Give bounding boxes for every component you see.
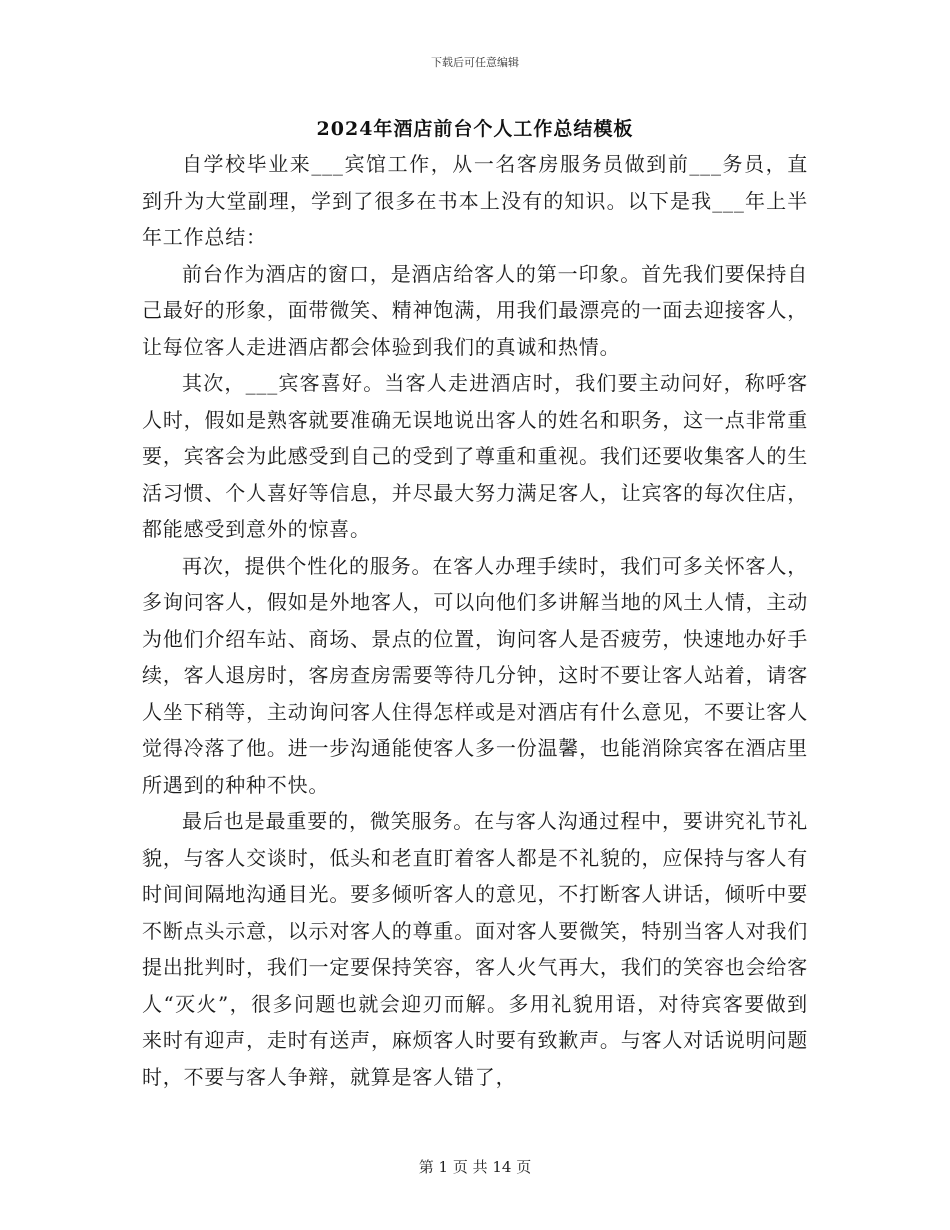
- page-footer: 第 1 页 共 14 页: [418, 1158, 532, 1176]
- header-note: 下载后可任意编辑: [431, 56, 519, 69]
- paragraph: 最后也是最重要的，微笑服务。在与客人沟通过程中，要讲究礼节礼貌，与客人交谈时，低头和老直盯着客人都是不礼貌的，应保持与客人有时间间隔地沟通目光。要多倾听客人的意见，不打断客人讲话，倾听中要不断点头示意，以示对客人的尊重。面对客人要微笑，特别当客人对我们提出批判时，我们一定要保持笑容，客人火气再大，我们的笑容也会给客人“灭火”，很多问题也就会迎刃而解。多用礼貌用语，对待宾客要做到来时有迎声，走时有送声，麻烦客人时要有致歉声。与客人对话说明问题时，不要与客人争辩，就算是客人错了，: [142, 809, 808, 1089]
- paragraph: 其次，___宾客喜好。当客人走进酒店时，我们要主动问好，称呼客人时，假如是熟客就要准确无误地说出客人的姓名和职务，这一点非常重要，宾客会为此感受到自己的受到了尊重和重视。我们还要收集客人的生活习惯、个人喜好等信息，并尽最大努力满足客人，让宾客的每次住店，都能感受到意外的惊喜。: [142, 371, 808, 541]
- document-body: [142, 146, 808, 1095]
- paragraph: 前台作为酒店的窗口，是酒店给客人的第一印象。首先我们要保持自己最好的形象，面带微笑、精神饱满，用我们最漂亮的一面去迎接客人，让每位客人走进酒店都会体验到我们的真诚和热情。: [142, 261, 808, 359]
- paragraph: 自学校毕业来___宾馆工作，从一名客房服务员做到前___务员，直到升为大堂副理，学到了很多在书本上没有的知识。以下是我___年上半年工作总结：: [142, 152, 808, 249]
- document-title: 2024年酒店前台个人工作总结模板: [316, 118, 634, 140]
- paragraph: 再次，提供个性化的服务。在客人办理手续时，我们可多关怀客人，多询问客人，假如是外地客人，可以向他们多讲解当地的风土人情，主动为他们介绍车站、商场、景点的位置，询问客人是否疲劳，快速地办好手续，客人退房时，客房查房需要等待几分钟，这时不要让客人站着，请客人坐下稍等，主动询问客人住得怎样或是对酒店有什么意见，不要让客人觉得冷落了他。进一步沟通能使客人多一份温馨，也能消除宾客在酒店里所遇到的种种不快。: [142, 553, 808, 797]
